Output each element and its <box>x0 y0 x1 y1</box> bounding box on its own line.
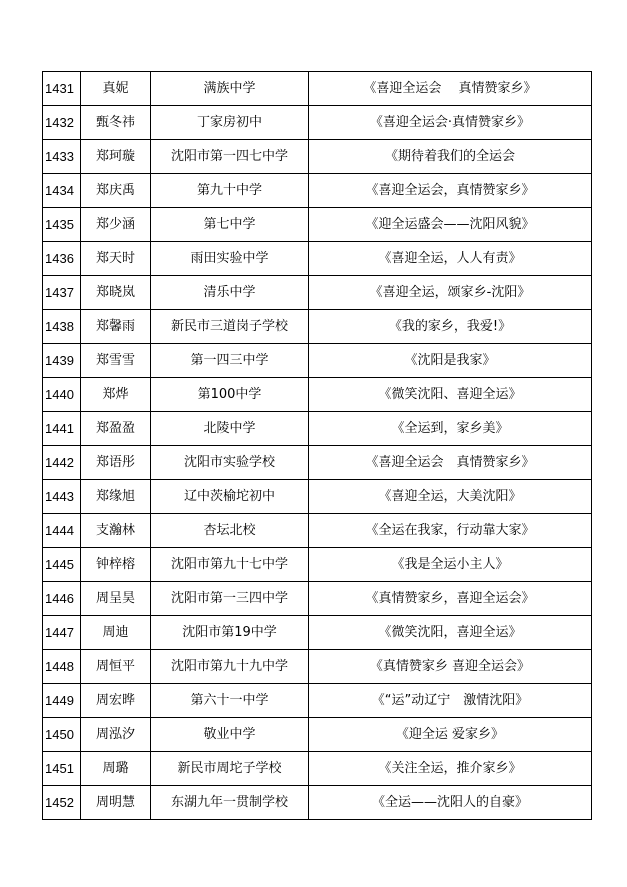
entry-school: 满族中学 <box>151 72 309 106</box>
entry-school: 辽中茨榆坨初中 <box>151 480 309 514</box>
entry-title: 《全运——沈阳人的自豪》 <box>309 786 592 820</box>
entry-title: 《喜迎全运，颂家乡-沈阳》 <box>309 276 592 310</box>
entry-title: 《真情赞家乡 喜迎全运会》 <box>309 650 592 684</box>
entry-name: 周恒平 <box>81 650 151 684</box>
entry-name: 钟梓榕 <box>81 548 151 582</box>
entry-number: 1452 <box>43 786 81 820</box>
entry-school: 沈阳市第一四七中学 <box>151 140 309 174</box>
entry-name: 郑少涵 <box>81 208 151 242</box>
entry-number: 1448 <box>43 650 81 684</box>
entry-title: 《“运”动辽宁 激情沈阳》 <box>309 684 592 718</box>
entry-name: 周迪 <box>81 616 151 650</box>
entry-school: 沈阳市第一三四中学 <box>151 582 309 616</box>
entry-number: 1433 <box>43 140 81 174</box>
entry-school: 东湖九年一贯制学校 <box>151 786 309 820</box>
entry-school: 敬业中学 <box>151 718 309 752</box>
table-row <box>43 310 592 344</box>
entry-name: 周宏晔 <box>81 684 151 718</box>
entry-school: 沈阳市第九十七中学 <box>151 548 309 582</box>
table-row <box>43 616 592 650</box>
entry-number: 1450 <box>43 718 81 752</box>
entry-number: 1449 <box>43 684 81 718</box>
entry-number: 1438 <box>43 310 81 344</box>
entries-table <box>42 71 592 820</box>
entry-title: 《微笑沈阳，喜迎全运》 <box>309 616 592 650</box>
entry-school: 第100中学 <box>151 378 309 412</box>
entry-title: 《喜迎全运会 真情赞家乡》 <box>309 446 592 480</box>
table-row <box>43 242 592 276</box>
entry-number: 1437 <box>43 276 81 310</box>
entry-title: 《沈阳是我家》 <box>309 344 592 378</box>
entry-name: 真妮 <box>81 72 151 106</box>
entry-number: 1434 <box>43 174 81 208</box>
entry-school: 第一四三中学 <box>151 344 309 378</box>
entry-title: 《全运在我家，行动靠大家》 <box>309 514 592 548</box>
entry-name: 周泓汐 <box>81 718 151 752</box>
entry-title: 《全运到，家乡美》 <box>309 412 592 446</box>
entry-name: 周璐 <box>81 752 151 786</box>
entry-school: 新民市三道岗子学校 <box>151 310 309 344</box>
entry-title: 《迎全运盛会——沈阳风貌》 <box>309 208 592 242</box>
entry-number: 1442 <box>43 446 81 480</box>
entry-name: 郑珂璇 <box>81 140 151 174</box>
entry-name: 郑烨 <box>81 378 151 412</box>
entry-number: 1443 <box>43 480 81 514</box>
entry-school: 雨田实验中学 <box>151 242 309 276</box>
table-row <box>43 548 592 582</box>
entry-number: 1435 <box>43 208 81 242</box>
entry-name: 郑雪雪 <box>81 344 151 378</box>
entry-title: 《喜迎全运会，真情赞家乡》 <box>309 174 592 208</box>
entry-name: 郑盈盈 <box>81 412 151 446</box>
entry-number: 1432 <box>43 106 81 140</box>
entry-name: 郑天时 <box>81 242 151 276</box>
table-row <box>43 752 592 786</box>
entry-number: 1447 <box>43 616 81 650</box>
entry-school: 丁家房初中 <box>151 106 309 140</box>
table-row <box>43 582 592 616</box>
table-row <box>43 106 592 140</box>
table-row <box>43 684 592 718</box>
entry-number: 1440 <box>43 378 81 412</box>
entry-name: 郑馨雨 <box>81 310 151 344</box>
entry-school: 第九十中学 <box>151 174 309 208</box>
entry-school: 第七中学 <box>151 208 309 242</box>
entry-school: 第六十一中学 <box>151 684 309 718</box>
entry-school: 沈阳市第九十九中学 <box>151 650 309 684</box>
table-row <box>43 378 592 412</box>
entry-school: 沈阳市第19中学 <box>151 616 309 650</box>
table-row <box>43 208 592 242</box>
entry-school: 清乐中学 <box>151 276 309 310</box>
entry-name: 郑语彤 <box>81 446 151 480</box>
entry-title: 《关注全运，推介家乡》 <box>309 752 592 786</box>
entry-title: 《微笑沈阳、喜迎全运》 <box>309 378 592 412</box>
entry-number: 1441 <box>43 412 81 446</box>
entry-title: 《真情赞家乡，喜迎全运会》 <box>309 582 592 616</box>
entry-title: 《我的家乡，我爱!》 <box>309 310 592 344</box>
entry-school: 沈阳市实验学校 <box>151 446 309 480</box>
entry-name: 支瀚林 <box>81 514 151 548</box>
table-row <box>43 344 592 378</box>
entry-number: 1436 <box>43 242 81 276</box>
entry-name: 郑庆禹 <box>81 174 151 208</box>
table-row <box>43 140 592 174</box>
entries-table-body <box>43 72 592 820</box>
entry-title: 《喜迎全运会 真情赞家乡》 <box>309 72 592 106</box>
entry-number: 1439 <box>43 344 81 378</box>
table-row <box>43 412 592 446</box>
entry-title: 《我是全运小主人》 <box>309 548 592 582</box>
entry-school: 杏坛北校 <box>151 514 309 548</box>
table-row <box>43 786 592 820</box>
entry-title: 《喜迎全运，人人有责》 <box>309 242 592 276</box>
entry-school: 新民市周坨子学校 <box>151 752 309 786</box>
entry-title: 《喜迎全运会·真情赞家乡》 <box>309 106 592 140</box>
entry-name: 郑晓岚 <box>81 276 151 310</box>
table-row <box>43 650 592 684</box>
entry-number: 1431 <box>43 72 81 106</box>
entry-name: 甄冬祎 <box>81 106 151 140</box>
table-row <box>43 718 592 752</box>
entry-name: 周呈昊 <box>81 582 151 616</box>
entry-name: 郑缘旭 <box>81 480 151 514</box>
table-row <box>43 276 592 310</box>
entry-number: 1451 <box>43 752 81 786</box>
entry-title: 《期待着我们的全运会 <box>309 140 592 174</box>
table-row <box>43 446 592 480</box>
entry-title: 《迎全运 爱家乡》 <box>309 718 592 752</box>
entry-school: 北陵中学 <box>151 412 309 446</box>
entry-number: 1446 <box>43 582 81 616</box>
entry-name: 周明慧 <box>81 786 151 820</box>
table-row <box>43 480 592 514</box>
table-row <box>43 72 592 106</box>
entry-title: 《喜迎全运，大美沈阳》 <box>309 480 592 514</box>
entry-number: 1444 <box>43 514 81 548</box>
table-row <box>43 514 592 548</box>
entry-number: 1445 <box>43 548 81 582</box>
table-row <box>43 174 592 208</box>
